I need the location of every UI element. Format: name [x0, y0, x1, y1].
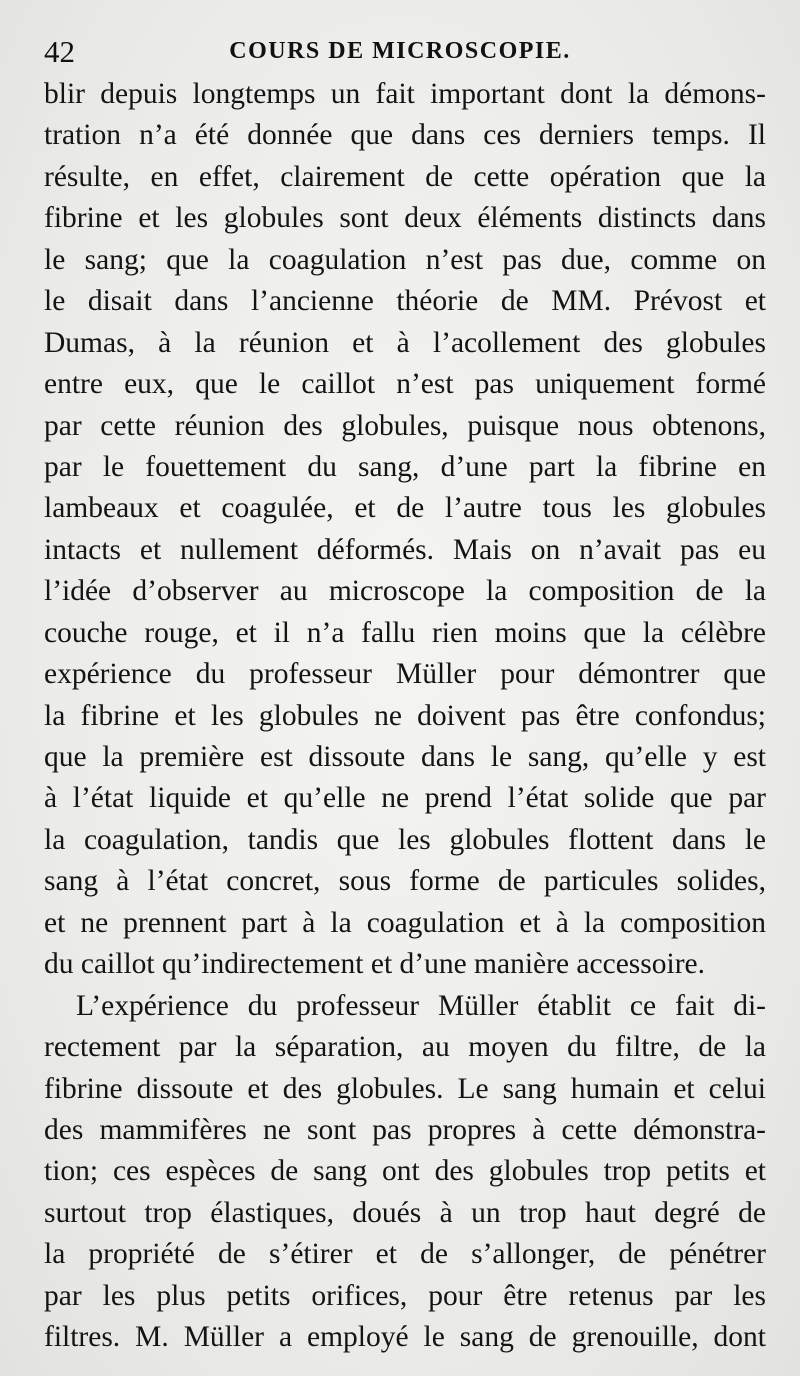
text-line: rectement par la séparation, au moyen du filtre, de la [44, 1031, 766, 1064]
text-line: couche rouge, et il n’a fallu rien moins que la célèbre [44, 616, 766, 649]
text-line: par cette réunion des globules, puisque nous obtenons, [44, 409, 766, 442]
text-line: sang à l’état concret, sous forme de particules solides, [44, 865, 766, 898]
text-line: entre eux, que le caillot n’est pas uniquement formé [44, 368, 766, 401]
text-line: à l’état liquide et qu’elle ne prend l’état solide que par [44, 782, 766, 815]
body-text [44, 74, 766, 1359]
text-line: et ne prennent part à la coagulation et à la composition [44, 906, 766, 939]
text-line: tration n’a été donnée que dans ces derniers temps. Il [44, 119, 766, 152]
text-line: surtout trop élastiques, doués à un trop haut degré de [44, 1196, 766, 1229]
text-line: la fibrine et les globules ne doivent pas être confondus; [44, 699, 766, 732]
text-line: la coagulation, tandis que les globules flottent dans le [44, 823, 766, 856]
text-line: fibrine et les globules sont deux éléments distincts dans [44, 202, 766, 235]
text-line: intacts et nullement déformés. Mais on n’avait pas eu [44, 533, 766, 566]
page-header [0, 34, 800, 74]
text-line: l’idée d’observer au microscope la composition de la [44, 575, 766, 608]
text-line: fibrine dissoute et des globules. Le sang humain et celui [44, 1072, 766, 1105]
text-line: Dumas, à la réunion et à l’acollement des globules [44, 326, 766, 359]
paragraph-end-line: du caillot qu’indirectement et d’une manière accessoire. [44, 948, 705, 981]
text-line: que la première est dissoute dans le sang, qu’elle y est [44, 741, 766, 773]
text-line: blir depuis longtemps un fait important dont la démons- [44, 78, 766, 110]
text-line: le sang; que la coagulation n’est pas due, comme on [44, 243, 766, 276]
running-title: COURS DE MICROSCOPIE. [229, 38, 571, 64]
text-line: par le fouettement du sang, d’une part la fibrine en [44, 450, 766, 483]
text-line: tion; ces espèces de sang ont des globules trop petits et [44, 1155, 766, 1188]
text-line: la propriété de s’étirer et de s’allonger, de pénétrer [44, 1238, 766, 1271]
text-line: le disait dans l’ancienne théorie de MM. Prévost et [44, 285, 766, 318]
page-number: 42 [44, 34, 75, 69]
text-line: des mammifères ne sont pas propres à cette démonstra- [44, 1113, 766, 1146]
text-line: expérience du professeur Müller pour démontrer que [44, 658, 766, 691]
text-line: résulte, en effet, clairement de cette opération que la [44, 160, 766, 193]
text-line: lambeaux et coagulée, et de l’autre tous les globules [44, 492, 766, 525]
text-line: filtres. M. Müller a employé le sang de grenouille, dont [44, 1321, 766, 1354]
text-line: par les plus petits orifices, pour être retenus par les [44, 1279, 766, 1312]
paragraph-start-line: L’expérience du professeur Müller établit ce fait di- [76, 989, 766, 1022]
